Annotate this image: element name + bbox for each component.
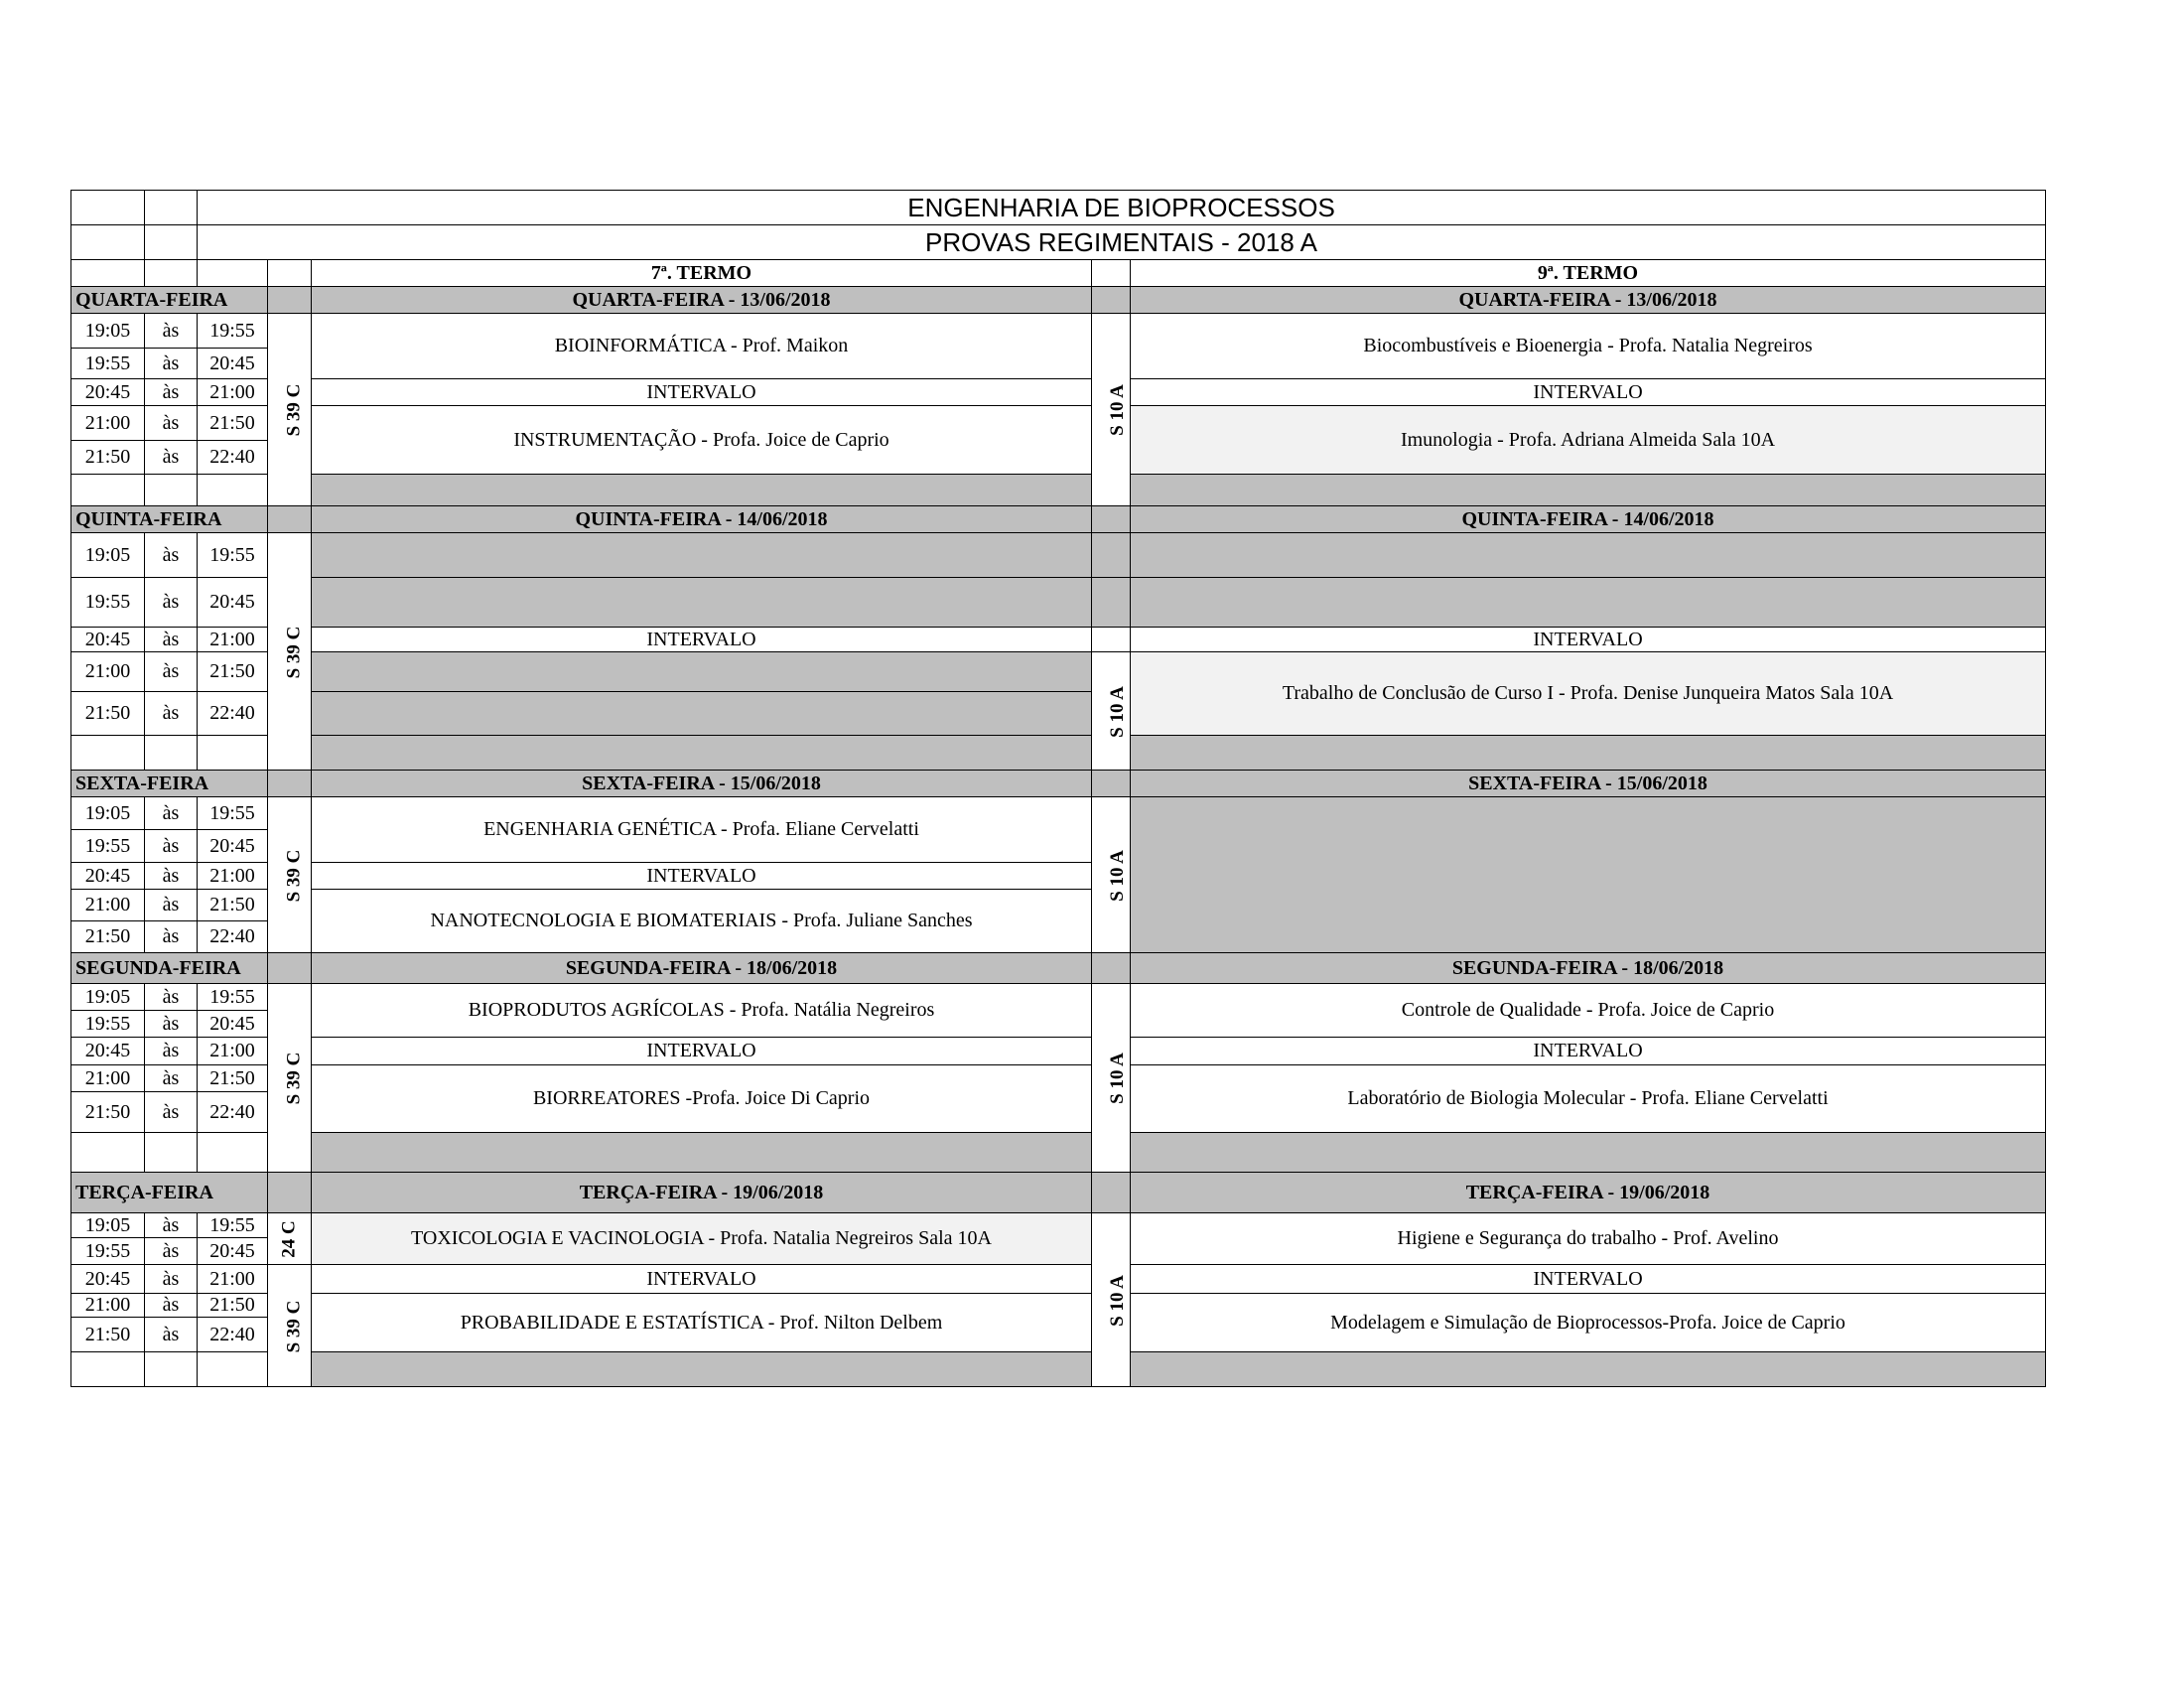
time-sep: às (145, 1318, 198, 1352)
time-sep: às (145, 628, 198, 652)
time-end: 20:45 (198, 578, 268, 628)
time-start: 21:00 (71, 652, 145, 692)
time-sep: às (145, 1011, 198, 1038)
day-header-term7: TERÇA-FEIRA - 19/06/2018 (312, 1173, 1092, 1213)
time-sep: às (145, 314, 198, 349)
day-header-term9: SEXTA-FEIRA - 15/06/2018 (1131, 771, 2046, 797)
document-subtitle: PROVAS REGIMENTAIS - 2018 A (198, 225, 2046, 260)
room-label: S 39 C (268, 797, 312, 953)
time-start: 21:50 (71, 441, 145, 475)
time-end: 21:00 (198, 863, 268, 890)
interval-term7: INTERVALO (312, 1038, 1092, 1065)
time-sep: às (145, 1213, 198, 1238)
time-end: 20:45 (198, 349, 268, 379)
time-sep: às (145, 1092, 198, 1133)
time-sep: às (145, 441, 198, 475)
document-title: ENGENHARIA DE BIOPROCESSOS (198, 191, 2046, 225)
day-name: SEGUNDA-FEIRA (71, 953, 268, 984)
time-start: 21:00 (71, 1294, 145, 1318)
room-label: S 10 A (1092, 797, 1131, 953)
interval-term7: INTERVALO (312, 628, 1092, 652)
time-end: 21:50 (198, 1294, 268, 1318)
day-name: SEXTA-FEIRA (71, 771, 268, 797)
time-end: 22:40 (198, 441, 268, 475)
time-end: 19:55 (198, 984, 268, 1011)
time-sep: às (145, 830, 198, 863)
time-sep: às (145, 578, 198, 628)
exam-term9: Controle de Qualidade - Profa. Joice de Caprio (1131, 984, 2046, 1038)
exam-term7: TOXICOLOGIA E VACINOLOGIA - Profa. Natalia Negreiros Sala 10A (312, 1213, 1092, 1265)
time-end: 20:45 (198, 1238, 268, 1265)
time-start: 20:45 (71, 628, 145, 652)
time-end: 21:50 (198, 406, 268, 441)
day-header-term7: SEGUNDA-FEIRA - 18/06/2018 (312, 953, 1092, 984)
day-header-term7: QUINTA-FEIRA - 14/06/2018 (312, 506, 1092, 533)
interval-term7: INTERVALO (312, 1265, 1092, 1294)
exam-term9: Trabalho de Conclusão de Curso I - Profa. Denise Junqueira Matos Sala 10A (1131, 652, 2046, 736)
exam-term7: ENGENHARIA GENÉTICA - Profa. Eliane Cervelatti (312, 797, 1092, 863)
interval-term9: INTERVALO (1131, 1265, 2046, 1294)
time-end: 19:55 (198, 533, 268, 578)
room-label: S 10 A (1092, 984, 1131, 1173)
time-start: 21:50 (71, 692, 145, 736)
time-sep: às (145, 890, 198, 921)
time-start: 19:55 (71, 1238, 145, 1265)
day-header-term9: QUINTA-FEIRA - 14/06/2018 (1131, 506, 2046, 533)
time-sep: às (145, 984, 198, 1011)
time-start: 19:55 (71, 1011, 145, 1038)
time-sep: às (145, 1038, 198, 1065)
time-sep: às (145, 349, 198, 379)
time-end: 21:50 (198, 890, 268, 921)
term-9-header: 9ª. TERMO (1131, 260, 2046, 287)
interval-term9: INTERVALO (1131, 1038, 2046, 1065)
time-end: 21:00 (198, 379, 268, 406)
time-start: 19:05 (71, 533, 145, 578)
time-end: 21:00 (198, 628, 268, 652)
time-end: 21:00 (198, 1265, 268, 1294)
exam-term9: Laboratório de Biologia Molecular - Profa. Eliane Cervelatti (1131, 1065, 2046, 1133)
exam-schedule-table (70, 190, 2046, 1387)
room-label: S 10 A (1092, 652, 1131, 771)
day-header-term7: SEXTA-FEIRA - 15/06/2018 (312, 771, 1092, 797)
exam-term9: Higiene e Segurança do trabalho - Prof. Avelino (1131, 1213, 2046, 1265)
time-end: 20:45 (198, 830, 268, 863)
term-7-header: 7ª. TERMO (312, 260, 1092, 287)
time-sep: às (145, 1065, 198, 1092)
exam-term9: Modelagem e Simulação de Bioprocessos-Profa. Joice de Caprio (1131, 1294, 2046, 1352)
time-sep: às (145, 379, 198, 406)
room-label: S 10 A (1092, 1213, 1131, 1387)
time-end: 21:50 (198, 1065, 268, 1092)
exam-term7: INSTRUMENTAÇÃO - Profa. Joice de Caprio (312, 406, 1092, 475)
exam-term7: BIOINFORMÁTICA - Prof. Maikon (312, 314, 1092, 379)
time-start: 21:50 (71, 1092, 145, 1133)
exam-term7: BIOPRODUTOS AGRÍCOLAS - Profa. Natália Negreiros (312, 984, 1092, 1038)
day-header-term9: QUARTA-FEIRA - 13/06/2018 (1131, 287, 2046, 314)
time-sep: às (145, 863, 198, 890)
interval-term9: INTERVALO (1131, 628, 2046, 652)
exam-term7: PROBABILIDADE E ESTATÍSTICA - Prof. Nilton Delbem (312, 1294, 1092, 1352)
day-header-term9: TERÇA-FEIRA - 19/06/2018 (1131, 1173, 2046, 1213)
day-name: TERÇA-FEIRA (71, 1173, 268, 1213)
time-start: 19:55 (71, 830, 145, 863)
time-sep: às (145, 406, 198, 441)
room-label: S 39 C (268, 1265, 312, 1387)
time-end: 22:40 (198, 1318, 268, 1352)
time-start: 20:45 (71, 863, 145, 890)
time-sep: às (145, 1265, 198, 1294)
exam-term9: Imunologia - Profa. Adriana Almeida Sala 10A (1131, 406, 2046, 475)
time-start: 20:45 (71, 1265, 145, 1294)
time-end: 19:55 (198, 797, 268, 830)
time-sep: às (145, 921, 198, 953)
time-start: 19:55 (71, 349, 145, 379)
time-start: 21:00 (71, 1065, 145, 1092)
time-end: 19:55 (198, 1213, 268, 1238)
interval-term7: INTERVALO (312, 379, 1092, 406)
time-end: 22:40 (198, 921, 268, 953)
time-sep: às (145, 1238, 198, 1265)
interval-term9: INTERVALO (1131, 379, 2046, 406)
time-start: 21:00 (71, 406, 145, 441)
room-label: S 10 A (1092, 314, 1131, 506)
time-start: 19:05 (71, 797, 145, 830)
time-start: 20:45 (71, 1038, 145, 1065)
time-end: 22:40 (198, 1092, 268, 1133)
time-start: 19:05 (71, 1213, 145, 1238)
room-label: 24 C (268, 1213, 312, 1265)
time-sep: às (145, 652, 198, 692)
day-name: QUINTA-FEIRA (71, 506, 268, 533)
time-end: 21:50 (198, 652, 268, 692)
time-sep: às (145, 1294, 198, 1318)
time-end: 19:55 (198, 314, 268, 349)
time-start: 21:00 (71, 890, 145, 921)
day-header-term9: SEGUNDA-FEIRA - 18/06/2018 (1131, 953, 2046, 984)
exam-term7: NANOTECNOLOGIA E BIOMATERIAIS - Profa. Juliane Sanches (312, 890, 1092, 953)
time-start: 21:50 (71, 1318, 145, 1352)
day-name: QUARTA-FEIRA (71, 287, 268, 314)
time-start: 19:05 (71, 314, 145, 349)
time-start: 19:55 (71, 578, 145, 628)
room-label: S 39 C (268, 533, 312, 771)
time-sep: às (145, 692, 198, 736)
room-label: S 39 C (268, 314, 312, 506)
day-header-term7: QUARTA-FEIRA - 13/06/2018 (312, 287, 1092, 314)
exam-term9: Biocombustíveis e Bioenergia - Profa. Natalia Negreiros (1131, 314, 2046, 379)
time-end: 22:40 (198, 692, 268, 736)
time-start: 19:05 (71, 984, 145, 1011)
time-end: 20:45 (198, 1011, 268, 1038)
time-start: 21:50 (71, 921, 145, 953)
time-end: 21:00 (198, 1038, 268, 1065)
time-sep: às (145, 533, 198, 578)
time-sep: às (145, 797, 198, 830)
room-label: S 39 C (268, 984, 312, 1173)
exam-term7: BIORREATORES -Profa. Joice Di Caprio (312, 1065, 1092, 1133)
interval-term7: INTERVALO (312, 863, 1092, 890)
time-start: 20:45 (71, 379, 145, 406)
